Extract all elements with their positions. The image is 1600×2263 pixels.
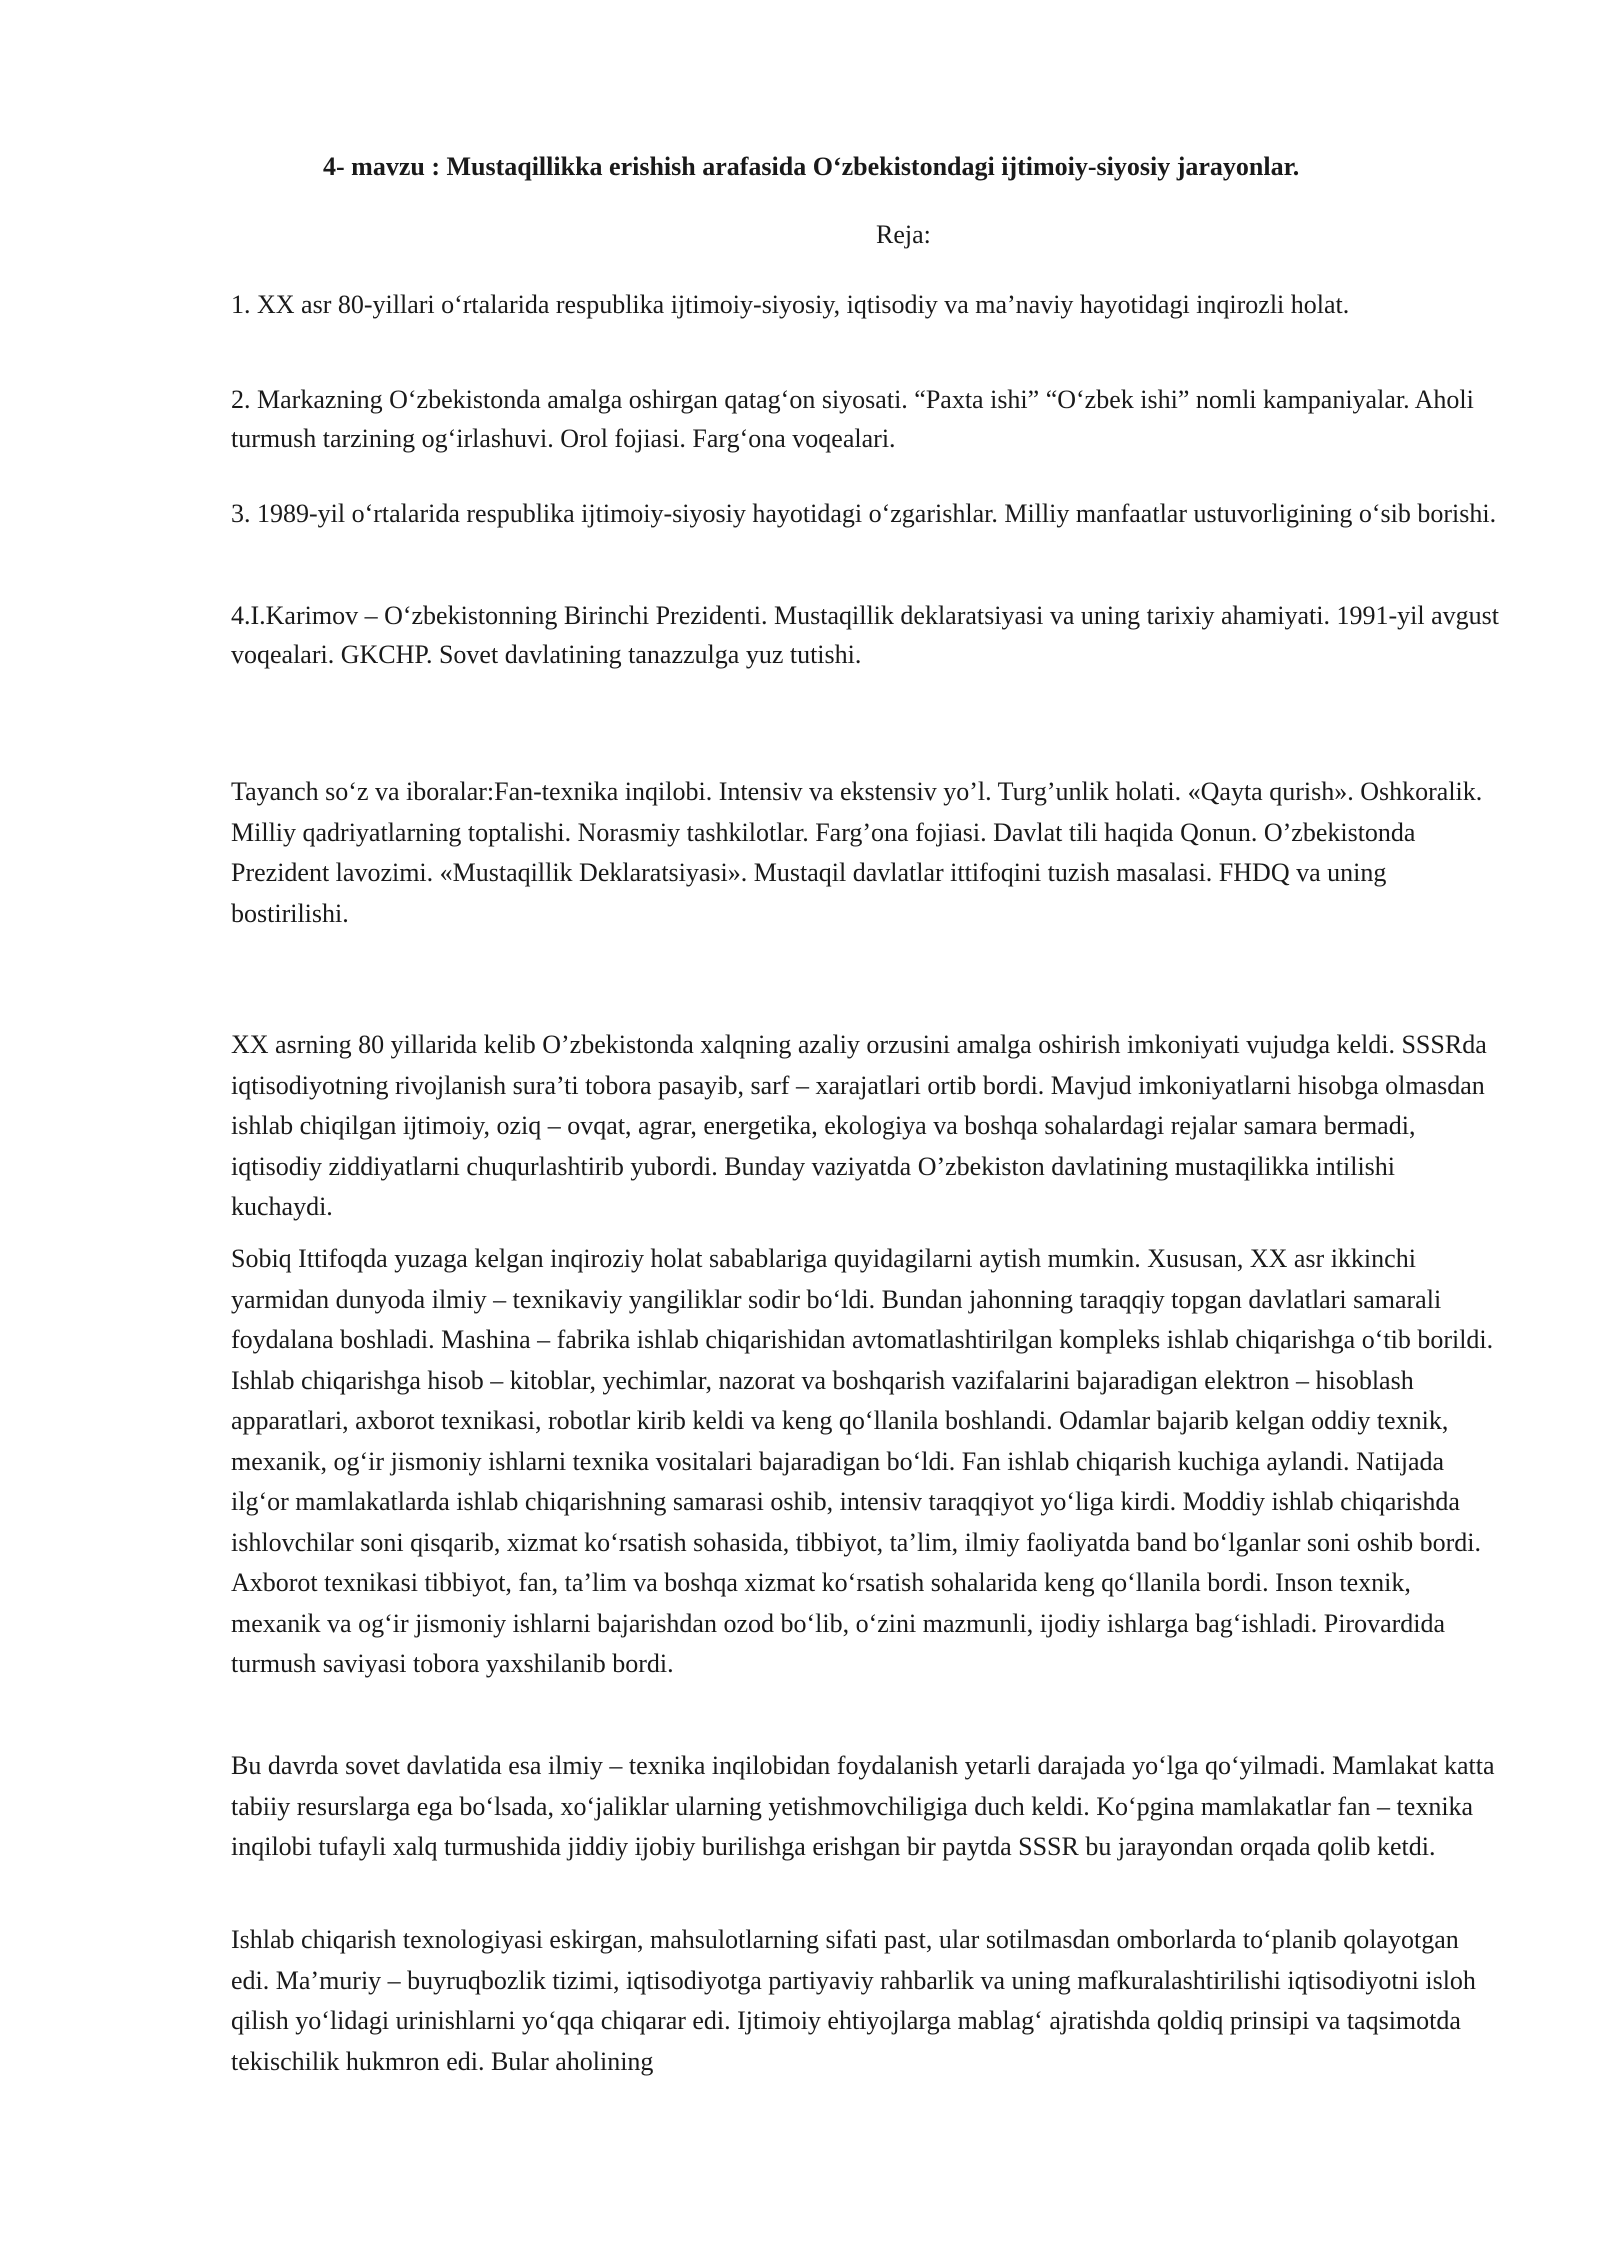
keywords-paragraph: Tayanch so‘z va iboralar:Fan-texnika inqilobi. Intensiv va ekstensiv yo’l. Turg’unlik holati. «Qayta qurish». Oshkoralik. Milliy qadriyatlarning toptalishi. Norasmiy tashkilotlar. Farg’ona fojiasi. Davlat tili haqida Qonun. O’zbekistonda Prezident lavozimi. «Mustaqillik Deklaratsiyasi». Mustaqil davlatlar ittifoqini tuzish masalasi. FHDQ va uning bostirilishi.: [231, 777, 1483, 928]
plan-item-1: 1. XX asr 80-yillari o‘rtalarida respublika ijtimoiy-siyosiy, iqtisodiy va ma’naviy hayotidagi inqirozli holat.: [231, 290, 1350, 319]
plan-item-4: 4.I.Karimov – O‘zbekistonning Birinchi Prezidenti. Mustaqillik deklaratsiyasi va uning tarixiy ahamiyati. 1991-yil avgust voqealari. GKCHP. Sovet davlatining tanazzulga yuz tutishi.: [231, 601, 1499, 669]
plan-heading: Reja:: [876, 220, 931, 249]
body-paragraph-1: XX asrning 80 yillarida kelib O’zbekistonda xalqning azaliy orzusini amalga oshirish imkoniyati vujudga keldi. SSSRda iqtisodiyotning rivojlanish sura’ti tobora pasayib, sarf – xarajatlari ortib bordi. Mavjud imkoniyatlarni hisobga olmasdan ishlab chiqilgan ijtimoiy, oziq – ovqat, agrar, energetika, ekologiya va boshqa sohalardagi rejalar samara bermadi, iqtisodiy ziddiyatlarni chuqurlashtirib yubordi. Bunday vaziyatda O’zbekiston davlatining mustaqilikka intilishi kuchaydi.: [231, 1030, 1487, 1221]
plan-item-3: 3. 1989-yil o‘rtalarida respublika ijtimoiy-siyosiy hayotidagi o‘zgarishlar. Milliy manfaatlar ustuvorligining o‘sib borishi.: [231, 499, 1497, 528]
document-title: 4- mavzu : Mustaqillikka erishish arafasida O‘zbekistondagi ijtimoiy-siyosiy jarayonlar.: [323, 152, 1300, 181]
body-paragraph-2: Sobiq Ittifoqda yuzaga kelgan inqiroziy holat sabablariga quyidagilarni aytish mumkin. Xususan, XX asr ikkinchi yarmidan dunyoda ilmiy – texnikaviy yangiliklar sodir bo‘ldi. Bundan jahonning taraqqiy topgan davlatlari samarali foydalana boshladi. Mashina – fabrika ishlab chiqarishidan avtomatlashtirilgan kompleks ishlab chiqarishga o‘tib borildi. Ishlab chiqarishga hisob – kitoblar, yechimlar, nazorat va boshqarish vazifalarini bajaradigan elektron – hisoblash apparatlari, axborot texnikasi, robotlar kirib keldi va keng qo‘llanila boshlandi. Odamlar bajarib kelgan oddiy texnik, mexanik, og‘ir jismoniy ishlarni texnika vositalari bajaradigan bo‘ldi. Fan ishlab chiqarish kuchiga aylandi. Natijada ilg‘or mamlakatlarda ishlab chiqarishning samarasi oshib, intensiv taraqqiyot yo‘liga kirdi. Moddiy ishlab chiqarishda ishlovchilar soni qisqarib, xizmat ko‘rsatish sohasida, tibbiyot, ta’lim, ilmiy faoliyatda band bo‘lganlar soni oshib bordi. Axborot texnikasi tibbiyot, fan, ta’lim va boshqa xizmat ko‘rsatish sohalarida keng qo‘llanila bordi. Inson texnik, mexanik va og‘ir jismoniy ishlarni bajarishdan ozod bo‘lib, o‘zini mazmunli, ijodiy ishlarga bag‘ishladi. Pirovardida turmush saviyasi tobora yaxshilanib bordi.: [231, 1244, 1494, 1678]
body-paragraph-3: Bu davrda sovet davlatida esa ilmiy – texnika inqilobidan foydalanish yetarli darajada yo‘lga qo‘yilmadi. Mamlakat katta tabiiy resurslarga ega bo‘lsada, xo‘jaliklar ularning yetishmovchiligiga duch keldi. Ko‘pgina mamlakatlar fan – texnika inqilobi tufayli xalq turmushida jiddiy ijobiy burilishga erishgan bir paytda SSSR bu jarayondan orqada qolib ketdi.: [231, 1751, 1495, 1861]
plan-item-2: 2. Markazning O‘zbekistonda amalga oshirgan qatag‘on siyosati. “Paxta ishi” “O‘zbek ishi” nomli kampaniyalar. Aholi turmush tarzining og‘irlashuvi. Orol fojiasi. Farg‘ona voqealari.: [231, 385, 1474, 453]
body-paragraph-4: Ishlab chiqarish texnologiyasi eskirgan, mahsulotlarning sifati past, ular sotilmasdan omborlarda to‘planib qolayotgan edi. Ma’muriy – buyruqbozlik tizimi, iqtisodiyotga partiyaviy rahbarlik va uning mafkuralashtirilishi iqtisodiyotni isloh qilish yo‘lidagi urinishlarni yo‘qqa chiqarar edi. Ijtimoiy ehtiyojlarga mablag‘ ajratishda qoldiq prinsipi va taqsimotda tekischilik hukmron edi. Bular aholining: [231, 1925, 1476, 2076]
